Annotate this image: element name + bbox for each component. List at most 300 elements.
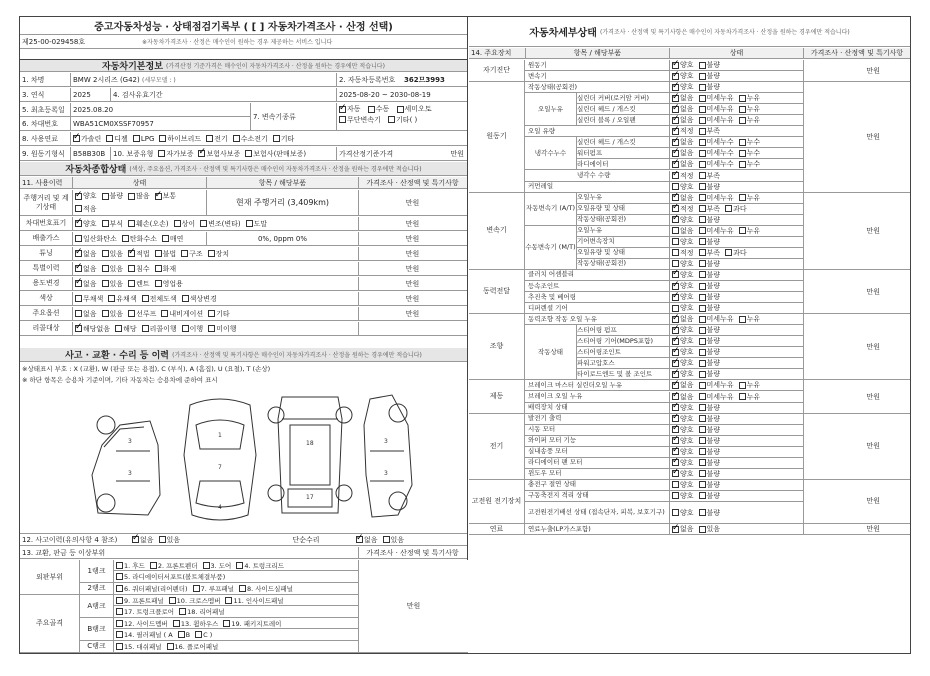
checkbox[interactable] <box>672 150 679 157</box>
checkbox[interactable] <box>699 509 706 516</box>
checkbox[interactable] <box>699 305 706 312</box>
checkbox[interactable] <box>672 526 679 533</box>
checkbox[interactable] <box>699 271 706 278</box>
detail-option[interactable] <box>739 159 761 169</box>
detail-option[interactable] <box>699 281 721 291</box>
detail-option[interactable] <box>672 425 694 435</box>
detail-option[interactable] <box>699 126 721 136</box>
checkbox[interactable] <box>181 250 188 257</box>
checkbox[interactable] <box>161 310 168 317</box>
summary-option[interactable] <box>128 264 150 274</box>
checkbox[interactable] <box>208 310 215 317</box>
detail-option[interactable] <box>739 148 761 158</box>
checkbox[interactable] <box>225 597 232 604</box>
summary-option[interactable] <box>115 324 137 334</box>
exchange-part-option[interactable] <box>116 619 168 628</box>
checkbox[interactable] <box>699 415 706 422</box>
checkbox[interactable] <box>699 437 706 444</box>
checkbox[interactable] <box>699 470 706 477</box>
checkbox[interactable] <box>142 295 149 302</box>
simple-repair-yes[interactable]: 있음 <box>383 535 405 545</box>
detail-option[interactable] <box>672 380 694 390</box>
summary-option[interactable] <box>155 249 177 259</box>
checkbox[interactable] <box>699 327 706 334</box>
checkbox[interactable] <box>122 235 129 242</box>
checkbox[interactable] <box>672 492 679 499</box>
detail-option[interactable] <box>672 226 694 236</box>
checkbox[interactable] <box>75 250 82 257</box>
detail-option[interactable] <box>672 71 694 81</box>
checkbox[interactable] <box>193 585 200 592</box>
checkbox[interactable] <box>246 220 253 227</box>
checkbox[interactable] <box>739 117 746 124</box>
warranty-insurer-sale[interactable]: 보험사(판매보증) <box>245 149 306 159</box>
summary-option[interactable] <box>102 309 124 319</box>
checkbox[interactable] <box>699 249 706 256</box>
fuel-hybrid[interactable]: 하이브리드 <box>159 134 201 144</box>
detail-option[interactable] <box>699 137 734 147</box>
detail-option[interactable] <box>672 469 694 479</box>
checkbox[interactable] <box>699 95 706 102</box>
checkbox[interactable] <box>672 62 679 69</box>
checkbox[interactable] <box>208 250 215 257</box>
summary-option[interactable] <box>102 249 124 259</box>
detail-option[interactable] <box>672 491 694 501</box>
checkbox[interactable] <box>699 260 706 267</box>
checkbox[interactable] <box>699 360 706 367</box>
summary-option[interactable] <box>182 294 217 304</box>
checkbox[interactable] <box>178 631 185 638</box>
summary-option[interactable] <box>181 249 203 259</box>
summary-option[interactable] <box>75 309 97 319</box>
detail-option[interactable] <box>699 458 721 468</box>
checkbox[interactable] <box>699 161 706 168</box>
exchange-part-option[interactable] <box>179 607 225 616</box>
detail-option[interactable] <box>739 137 761 147</box>
detail-option[interactable] <box>672 159 694 169</box>
exchange-part-option[interactable] <box>193 584 234 593</box>
detail-option[interactable] <box>672 193 694 203</box>
detail-option[interactable] <box>699 380 734 390</box>
detail-option[interactable] <box>672 148 694 158</box>
exchange-part-option[interactable] <box>195 631 212 639</box>
detail-option[interactable] <box>672 60 694 70</box>
checkbox[interactable] <box>102 250 109 257</box>
detail-option[interactable] <box>699 292 721 302</box>
detail-option[interactable] <box>672 281 694 291</box>
summary-option[interactable] <box>75 234 117 244</box>
checkbox[interactable] <box>672 205 679 212</box>
summary-option[interactable] <box>75 191 97 201</box>
checkbox[interactable] <box>699 371 706 378</box>
detail-option[interactable] <box>699 93 734 103</box>
detail-option[interactable] <box>699 469 721 479</box>
summary-option[interactable] <box>122 234 157 244</box>
checkbox[interactable] <box>699 393 706 400</box>
detail-option[interactable] <box>699 491 721 501</box>
exchange-part-option[interactable] <box>239 584 293 593</box>
checkbox[interactable] <box>699 283 706 290</box>
checkbox[interactable] <box>174 220 181 227</box>
summary-option[interactable] <box>208 309 230 319</box>
exchange-part-option[interactable] <box>116 596 164 605</box>
checkbox[interactable] <box>128 265 135 272</box>
checkbox[interactable] <box>142 325 149 332</box>
checkbox[interactable] <box>128 250 135 257</box>
detail-option[interactable] <box>739 193 761 203</box>
detail-option[interactable] <box>672 237 694 247</box>
detail-option[interactable] <box>672 204 694 214</box>
exchange-part-option[interactable] <box>116 561 145 570</box>
checkbox[interactable] <box>672 327 679 334</box>
fuel-hydrogen[interactable]: 수소전기 <box>233 134 268 144</box>
summary-option[interactable] <box>162 234 184 244</box>
checkbox[interactable] <box>739 139 746 146</box>
detail-option[interactable] <box>672 104 694 114</box>
checkbox[interactable] <box>116 631 123 638</box>
checkbox[interactable] <box>699 150 706 157</box>
checkbox[interactable] <box>739 150 746 157</box>
detail-option[interactable] <box>672 182 694 192</box>
checkbox[interactable] <box>672 95 679 102</box>
exchange-part-option[interactable] <box>167 642 219 651</box>
checkbox[interactable] <box>200 220 207 227</box>
checkbox[interactable] <box>102 193 109 200</box>
detail-option[interactable] <box>739 115 761 125</box>
fuel-electric[interactable]: 전기 <box>206 134 228 144</box>
checkbox[interactable] <box>208 325 215 332</box>
summary-option[interactable] <box>155 279 183 289</box>
trans-option-other[interactable]: 기타( ) <box>388 115 417 125</box>
checkbox[interactable] <box>699 128 706 135</box>
checkbox[interactable] <box>672 338 679 345</box>
checkbox[interactable] <box>672 84 679 91</box>
checkbox[interactable] <box>102 265 109 272</box>
checkbox[interactable] <box>699 62 706 69</box>
exchange-part-option[interactable] <box>116 572 225 581</box>
detail-option[interactable] <box>739 226 761 236</box>
checkbox[interactable] <box>182 295 189 302</box>
exchange-part-option[interactable] <box>116 607 174 616</box>
detail-option[interactable] <box>699 508 721 518</box>
checkbox[interactable] <box>725 249 732 256</box>
trans-option-semi[interactable]: 세미오토 <box>397 104 432 114</box>
detail-option[interactable] <box>672 314 694 324</box>
checkbox[interactable] <box>739 161 746 168</box>
detail-option[interactable] <box>699 403 721 413</box>
checkbox[interactable] <box>672 481 679 488</box>
checkbox[interactable] <box>150 562 157 569</box>
checkbox[interactable] <box>179 608 186 615</box>
detail-option[interactable] <box>672 325 694 335</box>
checkbox[interactable] <box>128 310 135 317</box>
checkbox[interactable] <box>116 597 123 604</box>
detail-option[interactable] <box>672 82 694 92</box>
summary-option[interactable] <box>128 249 150 259</box>
summary-option[interactable] <box>75 294 103 304</box>
detail-option[interactable] <box>672 392 694 402</box>
exchange-part-option[interactable] <box>116 584 188 593</box>
checkbox[interactable] <box>672 437 679 444</box>
checkbox[interactable] <box>75 205 82 212</box>
summary-option[interactable] <box>128 309 156 319</box>
summary-option[interactable] <box>102 264 124 274</box>
checkbox[interactable] <box>75 295 82 302</box>
detail-option[interactable] <box>739 93 761 103</box>
detail-option[interactable] <box>672 248 694 258</box>
exchange-part-option[interactable] <box>225 596 283 605</box>
detail-option[interactable] <box>725 204 747 214</box>
checkbox[interactable] <box>108 295 115 302</box>
detail-option[interactable] <box>699 414 721 424</box>
checkbox[interactable] <box>155 193 162 200</box>
summary-option[interactable] <box>161 309 203 319</box>
checkbox[interactable] <box>116 585 123 592</box>
summary-option[interactable] <box>102 279 124 289</box>
detail-option[interactable] <box>699 270 721 280</box>
checkbox[interactable] <box>672 426 679 433</box>
checkbox[interactable] <box>725 205 732 212</box>
detail-option[interactable] <box>699 447 721 457</box>
checkbox[interactable] <box>699 194 706 201</box>
checkbox[interactable] <box>672 459 679 466</box>
checkbox[interactable] <box>672 404 679 411</box>
trans-option-auto[interactable]: ✓ 자동 <box>339 104 361 114</box>
checkbox[interactable] <box>116 620 123 627</box>
summary-option[interactable] <box>102 219 124 229</box>
checkbox[interactable] <box>739 95 746 102</box>
checkbox[interactable] <box>182 325 189 332</box>
exchange-part-option[interactable] <box>116 630 173 639</box>
checkbox[interactable] <box>75 280 82 287</box>
detail-option[interactable] <box>672 403 694 413</box>
detail-option[interactable] <box>672 259 694 269</box>
checkbox[interactable] <box>102 310 109 317</box>
checkbox[interactable] <box>739 227 746 234</box>
summary-option[interactable] <box>208 324 236 334</box>
checkbox[interactable] <box>672 415 679 422</box>
checkbox[interactable] <box>699 492 706 499</box>
summary-option[interactable] <box>182 324 204 334</box>
checkbox[interactable] <box>699 448 706 455</box>
checkbox[interactable] <box>699 382 706 389</box>
checkbox[interactable] <box>699 338 706 345</box>
checkbox[interactable] <box>672 360 679 367</box>
detail-option[interactable] <box>699 71 721 81</box>
checkbox[interactable] <box>672 216 679 223</box>
detail-option[interactable] <box>672 303 694 313</box>
detail-option[interactable] <box>739 380 761 390</box>
summary-option[interactable] <box>142 324 177 334</box>
detail-option[interactable] <box>699 159 734 169</box>
checkbox[interactable] <box>239 585 246 592</box>
summary-option[interactable] <box>128 219 169 229</box>
checkbox[interactable] <box>155 280 162 287</box>
checkbox[interactable] <box>699 349 706 356</box>
checkbox[interactable] <box>75 220 82 227</box>
exchange-part-option[interactable] <box>150 561 198 570</box>
summary-option[interactable] <box>102 191 124 201</box>
summary-option[interactable] <box>155 191 177 201</box>
checkbox[interactable] <box>739 382 746 389</box>
fuel-gasoline[interactable]: ✓ 가솔린 <box>73 134 101 144</box>
checkbox[interactable] <box>699 227 706 234</box>
checkbox[interactable] <box>699 183 706 190</box>
detail-option[interactable] <box>699 193 734 203</box>
detail-option[interactable] <box>672 480 694 490</box>
checkbox[interactable] <box>739 194 746 201</box>
checkbox[interactable] <box>672 305 679 312</box>
detail-option[interactable] <box>699 325 721 335</box>
checkbox[interactable] <box>116 608 123 615</box>
checkbox[interactable] <box>672 73 679 80</box>
checkbox[interactable] <box>128 220 135 227</box>
checkbox[interactable] <box>672 470 679 477</box>
detail-option[interactable] <box>699 82 721 92</box>
checkbox[interactable] <box>739 106 746 113</box>
summary-option[interactable] <box>75 204 97 214</box>
detail-option[interactable] <box>672 458 694 468</box>
exchange-part-option[interactable] <box>173 619 219 628</box>
checkbox[interactable] <box>672 172 679 179</box>
detail-option[interactable] <box>699 237 721 247</box>
checkbox[interactable] <box>699 459 706 466</box>
summary-option[interactable] <box>108 294 136 304</box>
detail-option[interactable] <box>699 480 721 490</box>
exchange-part-option[interactable] <box>203 561 232 570</box>
checkbox[interactable] <box>699 526 706 533</box>
warranty-self[interactable]: 자가보증 <box>158 149 193 159</box>
detail-option[interactable] <box>699 60 721 70</box>
checkbox[interactable] <box>672 238 679 245</box>
checkbox[interactable] <box>203 562 210 569</box>
summary-option[interactable] <box>128 191 150 201</box>
detail-option[interactable] <box>672 126 694 136</box>
detail-option[interactable] <box>699 182 721 192</box>
detail-option[interactable] <box>699 425 721 435</box>
trans-option-manual[interactable]: 수동 <box>368 104 390 114</box>
checkbox[interactable] <box>672 271 679 278</box>
checkbox[interactable] <box>115 325 122 332</box>
checkbox[interactable] <box>672 294 679 301</box>
detail-option[interactable] <box>672 369 694 379</box>
detail-option[interactable] <box>672 414 694 424</box>
checkbox[interactable] <box>699 316 706 323</box>
summary-option[interactable] <box>75 219 97 229</box>
detail-option[interactable] <box>699 259 721 269</box>
detail-option[interactable] <box>672 171 694 181</box>
exchange-part-option[interactable] <box>116 642 162 651</box>
checkbox[interactable] <box>672 316 679 323</box>
checkbox[interactable] <box>672 106 679 113</box>
checkbox[interactable] <box>699 106 706 113</box>
detail-option[interactable] <box>739 392 761 402</box>
detail-option[interactable] <box>699 524 721 534</box>
simple-repair-none[interactable]: ✓ 없음 <box>356 535 378 545</box>
checkbox[interactable] <box>116 573 123 580</box>
checkbox[interactable] <box>739 393 746 400</box>
detail-option[interactable] <box>699 336 721 346</box>
detail-option[interactable] <box>699 215 721 225</box>
checkbox[interactable] <box>169 597 176 604</box>
detail-option[interactable] <box>699 171 721 181</box>
detail-option[interactable] <box>699 226 734 236</box>
detail-option[interactable] <box>699 392 734 402</box>
checkbox[interactable] <box>672 509 679 516</box>
fuel-lpg[interactable]: LPG <box>133 135 155 143</box>
accident-yes[interactable]: 있음 <box>159 535 181 545</box>
detail-option[interactable] <box>699 248 721 258</box>
detail-option[interactable] <box>699 303 721 313</box>
checkbox[interactable] <box>699 426 706 433</box>
detail-option[interactable] <box>699 347 721 357</box>
detail-option[interactable] <box>699 115 734 125</box>
checkbox[interactable] <box>672 249 679 256</box>
checkbox[interactable] <box>699 172 706 179</box>
checkbox[interactable] <box>672 128 679 135</box>
summary-option[interactable] <box>200 219 241 229</box>
checkbox[interactable] <box>75 310 82 317</box>
warranty-insurer[interactable]: ✓ 보험사보증 <box>198 149 240 159</box>
checkbox[interactable] <box>672 283 679 290</box>
checkbox[interactable] <box>672 183 679 190</box>
detail-option[interactable] <box>739 314 761 324</box>
checkbox[interactable] <box>195 631 202 638</box>
summary-option[interactable] <box>208 249 230 259</box>
checkbox[interactable] <box>672 393 679 400</box>
checkbox[interactable] <box>236 562 243 569</box>
detail-option[interactable] <box>699 204 721 214</box>
checkbox[interactable] <box>699 205 706 212</box>
detail-option[interactable] <box>672 215 694 225</box>
checkbox[interactable] <box>102 220 109 227</box>
checkbox[interactable] <box>672 260 679 267</box>
detail-option[interactable] <box>672 270 694 280</box>
detail-option[interactable] <box>699 436 721 446</box>
checkbox[interactable] <box>75 325 82 332</box>
checkbox[interactable] <box>155 250 162 257</box>
summary-option[interactable] <box>246 219 268 229</box>
detail-option[interactable] <box>672 524 694 534</box>
fuel-diesel[interactable]: 디젤 <box>106 134 128 144</box>
exchange-part-option[interactable] <box>169 596 221 605</box>
checkbox[interactable] <box>128 280 135 287</box>
detail-option[interactable] <box>672 137 694 147</box>
summary-option[interactable] <box>155 264 177 274</box>
checkbox[interactable] <box>672 194 679 201</box>
checkbox[interactable] <box>116 643 123 650</box>
summary-option[interactable] <box>75 264 97 274</box>
summary-option[interactable] <box>75 279 97 289</box>
checkbox[interactable] <box>699 117 706 124</box>
checkbox[interactable] <box>699 139 706 146</box>
checkbox[interactable] <box>672 227 679 234</box>
detail-option[interactable] <box>672 347 694 357</box>
detail-option[interactable] <box>672 447 694 457</box>
checkbox[interactable] <box>173 620 180 627</box>
detail-option[interactable] <box>725 248 747 258</box>
checkbox[interactable] <box>699 481 706 488</box>
checkbox[interactable] <box>672 117 679 124</box>
exchange-part-option[interactable] <box>223 619 281 628</box>
exchange-part-option[interactable] <box>178 631 190 639</box>
detail-option[interactable] <box>699 358 721 368</box>
checkbox[interactable] <box>672 382 679 389</box>
checkbox[interactable] <box>155 265 162 272</box>
detail-option[interactable] <box>672 115 694 125</box>
detail-option[interactable] <box>699 369 721 379</box>
detail-option[interactable] <box>699 314 734 324</box>
